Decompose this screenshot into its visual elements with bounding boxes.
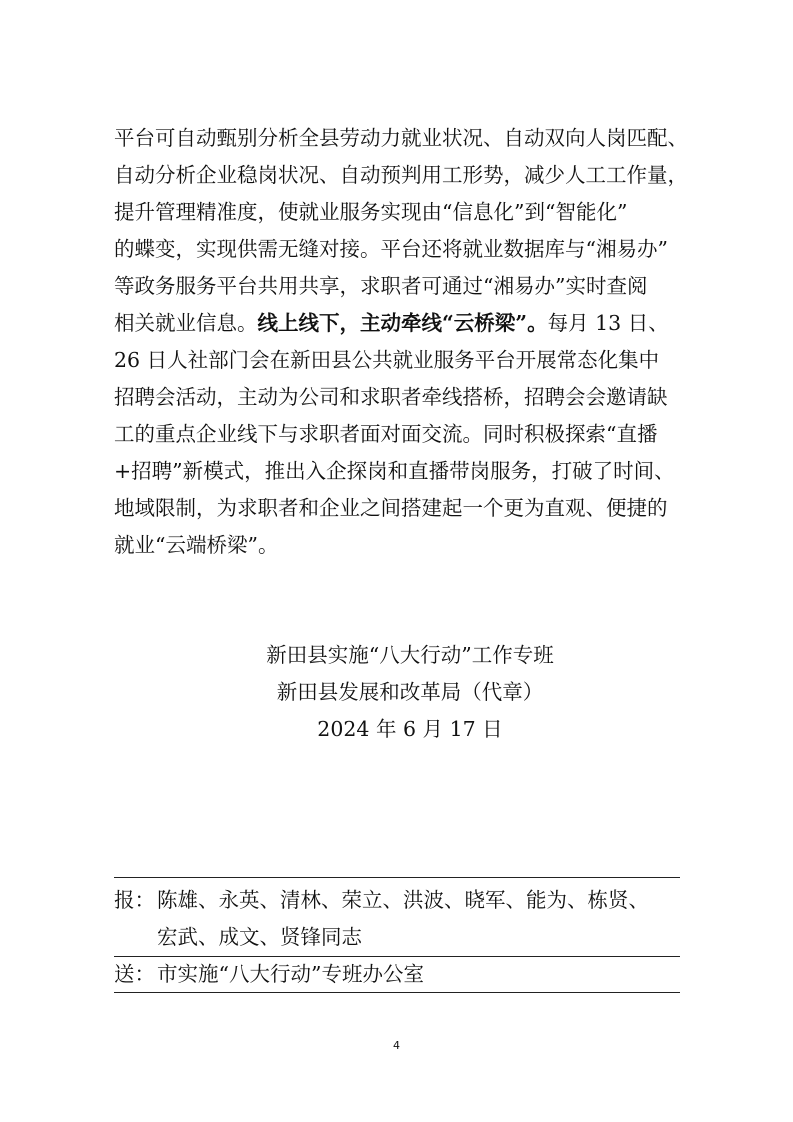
report-label: 报：	[114, 888, 155, 912]
signature-org-2: 新田县发展和改革局（代章）	[276, 680, 544, 704]
body-line-4: 的蝶变，实现供需无缝对接。平台还将就业数据库与“湘易办”	[114, 237, 668, 261]
report-recipients-line-1: 陈雄、永英、清林、荣立、洪波、晓军、能为、栋贤、	[157, 888, 649, 912]
signature-date: 2024 年 6 月 17 日	[317, 717, 503, 741]
body-line-1: 平台可自动甄别分析全县劳动力就业状况、自动双向人岗匹配、	[114, 126, 688, 150]
body-line-11: 地域限制，为求职者和企业之间搭建起一个更为直观、便捷的	[114, 496, 668, 520]
middle-divider	[114, 956, 680, 957]
page-number: 4	[393, 1039, 400, 1052]
body-line-9: 工的重点企业线下与求职者面对面交流。同时积极探索“直播	[114, 422, 658, 446]
bold-heading: 线上线下，主动牵线“云桥梁”。	[257, 311, 548, 335]
body-line-12: 就业“云端桥梁”。	[114, 533, 279, 557]
send-recipient: 市实施“八大行动”专班办公室	[157, 962, 424, 986]
body-line-7: 26 日人社部门会在新田县公共就业服务平台开展常态化集中	[114, 348, 660, 372]
body-line-5: 等政务服务平台共用共享，求职者可通过“湘易办”实时查阅	[114, 274, 648, 298]
report-recipients-line-2: 宏武、成文、贤锋同志	[157, 925, 362, 949]
send-label: 送：	[114, 962, 155, 986]
bottom-divider	[114, 992, 680, 993]
body-line-3: 提升管理精准度，使就业服务实现由“信息化”到“智能化”	[114, 200, 628, 224]
top-divider	[114, 877, 680, 878]
body-line-6	[114, 311, 669, 335]
body-line-6-end: 每月 13 日、	[547, 311, 669, 335]
signature-org-1: 新田县实施“八大行动”工作专班	[266, 643, 554, 667]
body-line-8: 招聘会活动，主动为公司和求职者牵线搭桥，招聘会会邀请缺	[114, 385, 668, 409]
body-line-6-start: 相关就业信息。	[114, 311, 258, 335]
body-line-10: +招聘”新模式，推出入企探岗和直播带岗服务，打破了时间、	[114, 459, 675, 483]
body-line-2: 自动分析企业稳岗状况、自动预判用工形势，减少人工工作量，	[114, 163, 688, 187]
